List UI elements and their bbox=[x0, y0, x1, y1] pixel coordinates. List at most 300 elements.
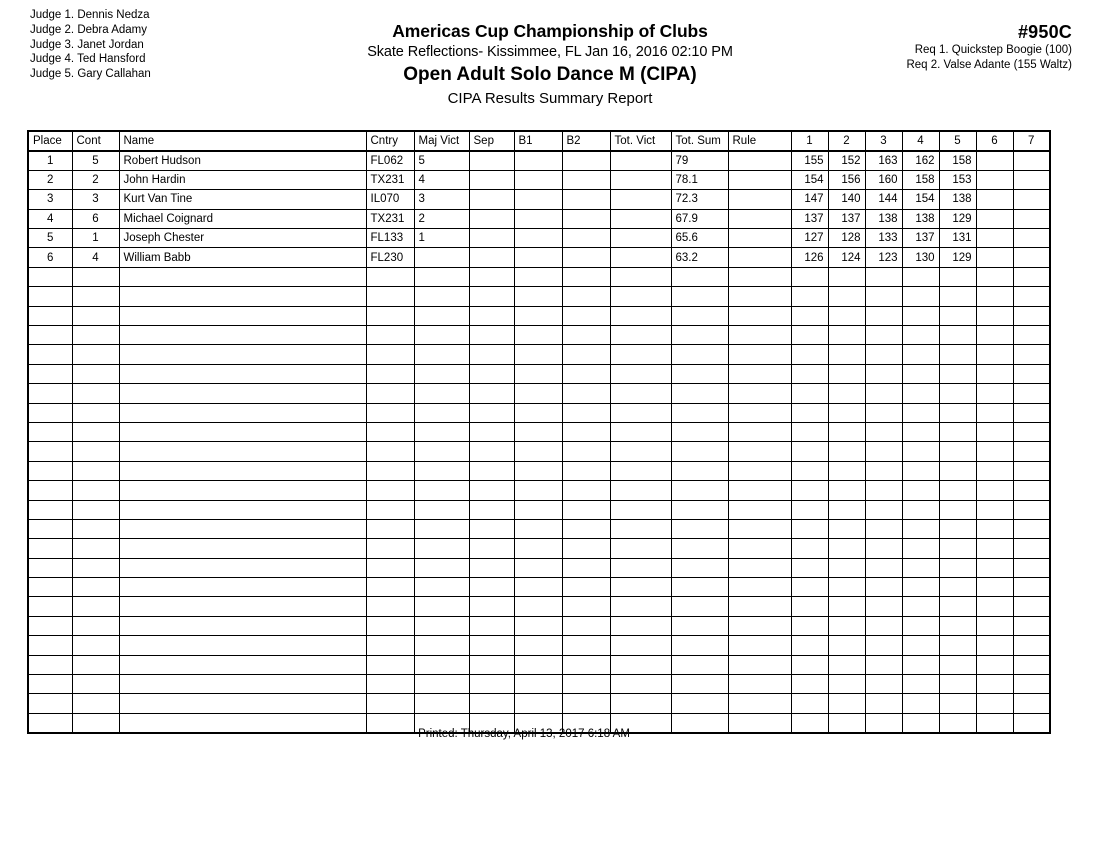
cell-judge-1 bbox=[791, 500, 828, 519]
cell-cont bbox=[72, 326, 119, 345]
cell-judge-1 bbox=[791, 694, 828, 713]
cell-judge-5: 129 bbox=[939, 209, 976, 228]
cell-cont bbox=[72, 481, 119, 500]
cell-judge-1 bbox=[791, 616, 828, 635]
cell-judge-4 bbox=[902, 422, 939, 441]
cell-judge-3: 160 bbox=[865, 170, 902, 189]
cell-b1 bbox=[514, 306, 562, 325]
cell-name bbox=[119, 481, 366, 500]
cell-judge-4 bbox=[902, 616, 939, 635]
cell-judge-2 bbox=[828, 287, 865, 306]
cell-judge-6 bbox=[976, 636, 1013, 655]
cell-judge-1 bbox=[791, 481, 828, 500]
column-header-cont: Cont bbox=[72, 131, 119, 151]
cell-judge-1 bbox=[791, 655, 828, 674]
cell-rule bbox=[728, 636, 791, 655]
cell-judge-7 bbox=[1013, 636, 1050, 655]
column-header-maj-vict: Maj Vict bbox=[414, 131, 469, 151]
column-header-b2: B2 bbox=[562, 131, 610, 151]
cell-cntry: IL070 bbox=[366, 190, 414, 209]
cell-cont bbox=[72, 364, 119, 383]
cell-rule bbox=[728, 481, 791, 500]
cell-maj-vict bbox=[414, 636, 469, 655]
cell-sep bbox=[469, 326, 514, 345]
cell-b1 bbox=[514, 364, 562, 383]
cell-tot-sum bbox=[671, 578, 728, 597]
cell-cntry bbox=[366, 519, 414, 538]
cell-rule bbox=[728, 442, 791, 461]
cell-judge-7 bbox=[1013, 209, 1050, 228]
cell-tot-sum bbox=[671, 306, 728, 325]
cell-rule bbox=[728, 364, 791, 383]
cell-rule bbox=[728, 539, 791, 558]
cell-tot-sum bbox=[671, 267, 728, 286]
cell-b1 bbox=[514, 578, 562, 597]
cell-b2 bbox=[562, 345, 610, 364]
cell-judge-1 bbox=[791, 675, 828, 694]
event-title: Americas Cup Championship of Clubs bbox=[392, 21, 708, 41]
cell-judge-6 bbox=[976, 384, 1013, 403]
cell-judge-2 bbox=[828, 675, 865, 694]
cell-cntry: TX231 bbox=[366, 209, 414, 228]
cell-judge-3 bbox=[865, 326, 902, 345]
cell-cntry bbox=[366, 500, 414, 519]
cell-b2 bbox=[562, 519, 610, 538]
cell-judge-6 bbox=[976, 345, 1013, 364]
cell-sep bbox=[469, 345, 514, 364]
cell-judge-7 bbox=[1013, 326, 1050, 345]
cell-cntry bbox=[366, 306, 414, 325]
cell-b2 bbox=[562, 267, 610, 286]
cell-judge-1 bbox=[791, 306, 828, 325]
cell-maj-vict bbox=[414, 539, 469, 558]
cell-judge-5 bbox=[939, 267, 976, 286]
cell-sep bbox=[469, 229, 514, 248]
cell-name bbox=[119, 694, 366, 713]
cell-tot-vict bbox=[610, 364, 671, 383]
cell-maj-vict bbox=[414, 442, 469, 461]
report-subtitle: CIPA Results Summary Report bbox=[447, 90, 653, 107]
cell-b1 bbox=[514, 558, 562, 577]
cell-judge-1 bbox=[791, 287, 828, 306]
cell-tot-vict bbox=[610, 403, 671, 422]
cell-judge-2: 137 bbox=[828, 209, 865, 228]
cell-maj-vict bbox=[414, 287, 469, 306]
cell-b1 bbox=[514, 539, 562, 558]
cell-b1 bbox=[514, 442, 562, 461]
cell-sep bbox=[469, 500, 514, 519]
cell-judge-5 bbox=[939, 558, 976, 577]
cell-sep bbox=[469, 558, 514, 577]
column-header-4: 4 bbox=[902, 131, 939, 151]
cell-tot-sum bbox=[671, 694, 728, 713]
cell-judge-3 bbox=[865, 655, 902, 674]
cell-judge-6 bbox=[976, 616, 1013, 635]
column-header-6: 6 bbox=[976, 131, 1013, 151]
cell-sep bbox=[469, 248, 514, 267]
cell-cntry bbox=[366, 597, 414, 616]
cell-sep bbox=[469, 151, 514, 170]
cell-judge-6 bbox=[976, 170, 1013, 189]
cell-judge-7 bbox=[1013, 500, 1050, 519]
venue-datetime-line: Skate Reflections- Kissimmee, FL Jan 16, 2016 02:10 PM bbox=[367, 44, 733, 60]
cell-rule bbox=[728, 461, 791, 480]
cell-cont bbox=[72, 597, 119, 616]
cell-name: Kurt Van Tine bbox=[119, 190, 366, 209]
cell-place bbox=[28, 616, 72, 635]
cell-judge-2: 140 bbox=[828, 190, 865, 209]
cell-judge-4: 130 bbox=[902, 248, 939, 267]
cell-cont bbox=[72, 519, 119, 538]
cell-judge-7 bbox=[1013, 345, 1050, 364]
cell-cntry: FL062 bbox=[366, 151, 414, 170]
cell-judge-6 bbox=[976, 248, 1013, 267]
cell-tot-sum bbox=[671, 539, 728, 558]
cell-judge-3: 138 bbox=[865, 209, 902, 228]
cell-tot-vict bbox=[610, 597, 671, 616]
table-row bbox=[28, 675, 1050, 694]
requirement-2: Req 2. Valse Adante (155 Waltz) bbox=[906, 58, 1072, 71]
cell-place bbox=[28, 519, 72, 538]
cell-cont bbox=[72, 422, 119, 441]
cell-name bbox=[119, 422, 366, 441]
cell-judge-4 bbox=[902, 558, 939, 577]
cell-judge-5 bbox=[939, 364, 976, 383]
cell-b1 bbox=[514, 519, 562, 538]
cell-cntry: FL133 bbox=[366, 229, 414, 248]
cell-judge-4 bbox=[902, 364, 939, 383]
cell-name bbox=[119, 558, 366, 577]
cell-sep bbox=[469, 578, 514, 597]
table-row bbox=[28, 287, 1050, 306]
cell-maj-vict: 2 bbox=[414, 209, 469, 228]
cell-tot-vict bbox=[610, 442, 671, 461]
cell-rule bbox=[728, 229, 791, 248]
cell-judge-1: 155 bbox=[791, 151, 828, 170]
cell-b2 bbox=[562, 422, 610, 441]
column-header-rule: Rule bbox=[728, 131, 791, 151]
cell-cntry bbox=[366, 422, 414, 441]
cell-sep bbox=[469, 364, 514, 383]
cell-judge-5 bbox=[939, 345, 976, 364]
cell-judge-7 bbox=[1013, 616, 1050, 635]
cell-maj-vict bbox=[414, 519, 469, 538]
cell-judge-6 bbox=[976, 326, 1013, 345]
cell-judge-5 bbox=[939, 675, 976, 694]
cell-name: John Hardin bbox=[119, 170, 366, 189]
cell-judge-1 bbox=[791, 384, 828, 403]
judge-entry-4: Judge 4. Ted Hansford bbox=[30, 53, 146, 66]
cell-judge-2 bbox=[828, 384, 865, 403]
cell-cont bbox=[72, 306, 119, 325]
cell-tot-vict bbox=[610, 384, 671, 403]
cell-judge-4 bbox=[902, 384, 939, 403]
cell-b1 bbox=[514, 655, 562, 674]
cell-b1 bbox=[514, 229, 562, 248]
cell-judge-2 bbox=[828, 422, 865, 441]
cell-judge-6 bbox=[976, 229, 1013, 248]
judge-entry-3: Judge 3. Janet Jordan bbox=[30, 38, 144, 51]
cell-rule bbox=[728, 578, 791, 597]
cell-b1 bbox=[514, 190, 562, 209]
cell-judge-7 bbox=[1013, 364, 1050, 383]
cell-judge-6 bbox=[976, 287, 1013, 306]
cell-cntry bbox=[366, 616, 414, 635]
cell-place bbox=[28, 422, 72, 441]
cell-place bbox=[28, 287, 72, 306]
cell-b2 bbox=[562, 364, 610, 383]
cell-judge-5 bbox=[939, 481, 976, 500]
cell-cntry bbox=[366, 675, 414, 694]
cell-judge-1 bbox=[791, 267, 828, 286]
cell-name: Joseph Chester bbox=[119, 229, 366, 248]
cell-cntry bbox=[366, 267, 414, 286]
cell-tot-vict bbox=[610, 248, 671, 267]
cell-judge-6 bbox=[976, 364, 1013, 383]
cell-b2 bbox=[562, 209, 610, 228]
cell-judge-3 bbox=[865, 558, 902, 577]
cell-cntry: FL230 bbox=[366, 248, 414, 267]
cell-tot-sum bbox=[671, 616, 728, 635]
cell-cont: 5 bbox=[72, 151, 119, 170]
cell-judge-6 bbox=[976, 209, 1013, 228]
cell-place bbox=[28, 364, 72, 383]
cell-b1 bbox=[514, 403, 562, 422]
cell-judge-4 bbox=[902, 287, 939, 306]
cell-rule bbox=[728, 248, 791, 267]
cell-judge-5 bbox=[939, 694, 976, 713]
cell-sep bbox=[469, 209, 514, 228]
cell-judge-1 bbox=[791, 519, 828, 538]
cell-judge-2 bbox=[828, 326, 865, 345]
cell-b2 bbox=[562, 597, 610, 616]
cell-cont bbox=[72, 442, 119, 461]
cell-cntry bbox=[366, 403, 414, 422]
cell-cntry bbox=[366, 539, 414, 558]
cell-judge-7 bbox=[1013, 403, 1050, 422]
cell-judge-6 bbox=[976, 190, 1013, 209]
cell-rule bbox=[728, 306, 791, 325]
cell-judge-2 bbox=[828, 694, 865, 713]
cell-rule bbox=[728, 170, 791, 189]
table-row bbox=[28, 190, 1050, 209]
cell-sep bbox=[469, 384, 514, 403]
column-header-tot-vict: Tot. Vict bbox=[610, 131, 671, 151]
cell-tot-vict bbox=[610, 500, 671, 519]
cell-judge-4 bbox=[902, 500, 939, 519]
event-number-block bbox=[906, 21, 1072, 72]
cell-cntry bbox=[366, 558, 414, 577]
judge-entry-2: Judge 2. Debra Adamy bbox=[30, 23, 147, 36]
cell-place bbox=[28, 675, 72, 694]
cell-judge-3 bbox=[865, 384, 902, 403]
cell-rule bbox=[728, 558, 791, 577]
cell-sep bbox=[469, 422, 514, 441]
cell-judge-2: 128 bbox=[828, 229, 865, 248]
cell-judge-6 bbox=[976, 461, 1013, 480]
cell-rule bbox=[728, 655, 791, 674]
cell-b2 bbox=[562, 403, 610, 422]
cell-judge-7 bbox=[1013, 578, 1050, 597]
cell-judge-7 bbox=[1013, 558, 1050, 577]
cell-judge-5 bbox=[939, 597, 976, 616]
cell-judge-6 bbox=[976, 422, 1013, 441]
cell-rule bbox=[728, 597, 791, 616]
cell-cont: 3 bbox=[72, 190, 119, 209]
cell-cntry bbox=[366, 326, 414, 345]
table-row bbox=[28, 500, 1050, 519]
cell-maj-vict: 4 bbox=[414, 170, 469, 189]
cell-name bbox=[119, 267, 366, 286]
cell-rule bbox=[728, 151, 791, 170]
table-row bbox=[28, 655, 1050, 674]
cell-judge-2 bbox=[828, 539, 865, 558]
cell-maj-vict: 3 bbox=[414, 190, 469, 209]
cell-sep bbox=[469, 306, 514, 325]
cell-tot-sum: 63.2 bbox=[671, 248, 728, 267]
cell-judge-4 bbox=[902, 578, 939, 597]
cell-judge-5 bbox=[939, 461, 976, 480]
cell-name bbox=[119, 306, 366, 325]
judges-panel bbox=[30, 8, 151, 82]
cell-tot-sum bbox=[671, 558, 728, 577]
cell-sep bbox=[469, 519, 514, 538]
table-row bbox=[28, 306, 1050, 325]
cell-name: Michael Coignard bbox=[119, 209, 366, 228]
cell-judge-4 bbox=[902, 694, 939, 713]
cell-place bbox=[28, 481, 72, 500]
cell-tot-sum bbox=[671, 326, 728, 345]
cell-judge-7 bbox=[1013, 248, 1050, 267]
cell-b2 bbox=[562, 500, 610, 519]
cell-b2 bbox=[562, 655, 610, 674]
table-header-row bbox=[28, 131, 1050, 151]
cell-judge-4 bbox=[902, 481, 939, 500]
cell-maj-vict bbox=[414, 578, 469, 597]
cell-rule bbox=[728, 500, 791, 519]
cell-tot-vict bbox=[610, 422, 671, 441]
judge-entry-1: Judge 1. Dennis Nedza bbox=[30, 9, 150, 21]
cell-judge-4: 154 bbox=[902, 190, 939, 209]
cell-tot-vict bbox=[610, 345, 671, 364]
cell-judge-4 bbox=[902, 597, 939, 616]
cell-cont bbox=[72, 578, 119, 597]
table-row bbox=[28, 151, 1050, 170]
cell-maj-vict bbox=[414, 655, 469, 674]
cell-sep bbox=[469, 267, 514, 286]
cell-name bbox=[119, 384, 366, 403]
cell-judge-1 bbox=[791, 578, 828, 597]
cell-maj-vict bbox=[414, 326, 469, 345]
table-row bbox=[28, 267, 1050, 286]
table-row bbox=[28, 597, 1050, 616]
table-row bbox=[28, 326, 1050, 345]
cell-tot-vict bbox=[610, 209, 671, 228]
cell-judge-5 bbox=[939, 519, 976, 538]
column-header-5: 5 bbox=[939, 131, 976, 151]
cell-b1 bbox=[514, 287, 562, 306]
cell-b1 bbox=[514, 616, 562, 635]
cell-place bbox=[28, 326, 72, 345]
cell-b1 bbox=[514, 481, 562, 500]
cell-b1 bbox=[514, 267, 562, 286]
cell-sep bbox=[469, 694, 514, 713]
cell-judge-5: 153 bbox=[939, 170, 976, 189]
cell-judge-1 bbox=[791, 345, 828, 364]
cell-judge-5 bbox=[939, 403, 976, 422]
cell-b2 bbox=[562, 442, 610, 461]
cell-judge-3 bbox=[865, 578, 902, 597]
cell-rule bbox=[728, 345, 791, 364]
cell-tot-vict bbox=[610, 151, 671, 170]
cell-judge-1 bbox=[791, 539, 828, 558]
cell-b2 bbox=[562, 558, 610, 577]
cell-rule bbox=[728, 422, 791, 441]
cell-place: 1 bbox=[28, 151, 72, 170]
cell-tot-sum: 67.9 bbox=[671, 209, 728, 228]
cell-b2 bbox=[562, 170, 610, 189]
cell-judge-5 bbox=[939, 442, 976, 461]
cell-cont bbox=[72, 403, 119, 422]
cell-maj-vict bbox=[414, 364, 469, 383]
table-row bbox=[28, 461, 1050, 480]
cell-judge-5 bbox=[939, 384, 976, 403]
cell-b1 bbox=[514, 597, 562, 616]
cell-rule bbox=[728, 694, 791, 713]
cell-judge-1: 154 bbox=[791, 170, 828, 189]
cell-judge-5 bbox=[939, 655, 976, 674]
cell-cont bbox=[72, 267, 119, 286]
cell-name bbox=[119, 539, 366, 558]
cell-judge-6 bbox=[976, 694, 1013, 713]
cell-judge-5: 131 bbox=[939, 229, 976, 248]
cell-judge-4 bbox=[902, 636, 939, 655]
cell-cont bbox=[72, 636, 119, 655]
cell-judge-1 bbox=[791, 403, 828, 422]
cell-judge-2 bbox=[828, 345, 865, 364]
cell-tot-vict bbox=[610, 694, 671, 713]
cell-judge-2 bbox=[828, 481, 865, 500]
cell-tot-sum bbox=[671, 461, 728, 480]
cell-tot-vict bbox=[610, 636, 671, 655]
cell-judge-2: 124 bbox=[828, 248, 865, 267]
cell-judge-4 bbox=[902, 539, 939, 558]
cell-b2 bbox=[562, 229, 610, 248]
cell-name bbox=[119, 364, 366, 383]
cell-judge-5 bbox=[939, 287, 976, 306]
cell-cntry bbox=[366, 442, 414, 461]
cell-tot-sum bbox=[671, 422, 728, 441]
cell-judge-7 bbox=[1013, 287, 1050, 306]
cell-judge-3 bbox=[865, 306, 902, 325]
cell-rule bbox=[728, 519, 791, 538]
cell-b2 bbox=[562, 675, 610, 694]
cell-cont bbox=[72, 675, 119, 694]
cell-b1 bbox=[514, 636, 562, 655]
cell-judge-3 bbox=[865, 422, 902, 441]
cell-tot-vict bbox=[610, 267, 671, 286]
cell-name bbox=[119, 403, 366, 422]
cell-name: Robert Hudson bbox=[119, 151, 366, 170]
cell-cont bbox=[72, 384, 119, 403]
cell-cont: 4 bbox=[72, 248, 119, 267]
cell-judge-7 bbox=[1013, 481, 1050, 500]
cell-cont bbox=[72, 500, 119, 519]
cell-place bbox=[28, 578, 72, 597]
results-table bbox=[27, 130, 1051, 734]
table-row bbox=[28, 558, 1050, 577]
judge-entry-5: Judge 5. Gary Callahan bbox=[30, 68, 151, 81]
